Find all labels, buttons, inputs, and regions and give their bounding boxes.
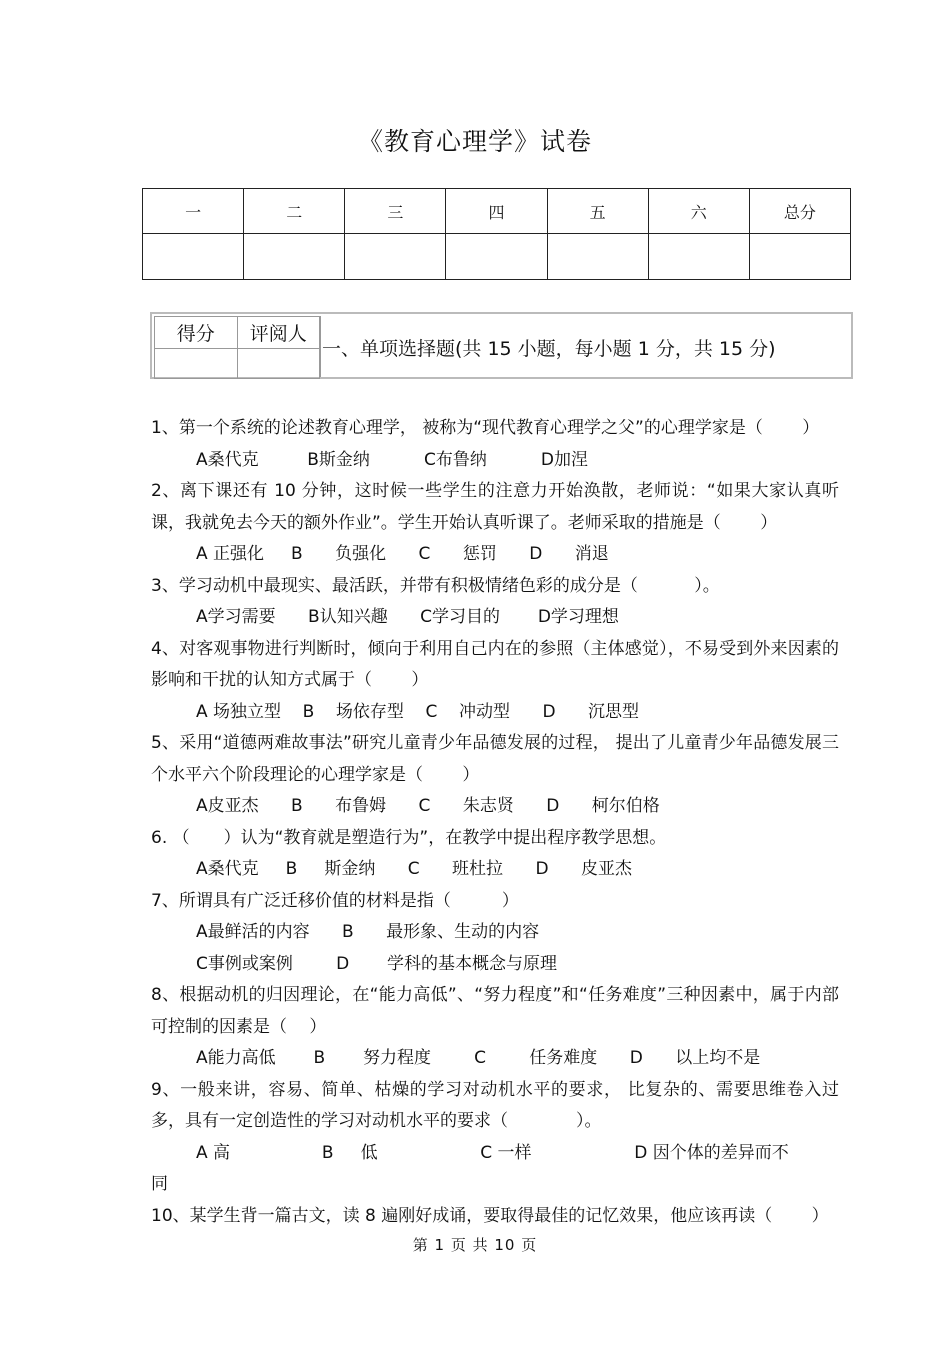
score-label: 得分 [155,317,238,349]
page-title: 《教育心理学》试卷 [357,127,592,156]
question-2-options: A 正强化 B 负强化 C 惩罚 D 消退 [196,544,609,564]
question-8-options: A能力高低 B 努力程度 C 任务难度 D 以上均不是 [196,1048,761,1068]
question-3: 3、学习动机中最现实、最活跃，并带有积极情绪色彩的成分是（ ）。 [151,575,720,596]
score-blank-cell [749,234,850,280]
question-6-options: A桑代克 B 斯金纳 C 班杜拉 D 皮亚杰 [196,859,632,879]
score-blank-cell [547,234,648,280]
question-4-options: A 场独立型 B 场依存型 C 冲动型 D 沉思型 [196,701,639,722]
score-header-cell: 五 [547,189,648,234]
page-footer: 第 1 页 共 10 页 [412,1236,538,1254]
score-blank-cell [244,234,345,280]
score-blank-cell [143,234,244,280]
score-header-cell: 二 [244,189,345,234]
question-1-options: A桑代克 B斯金纳 C布鲁纳 D加涅 [196,449,588,470]
score-blank-cell [446,234,547,280]
grader-table [154,316,320,379]
question-2: 2、离下课还有 10 分钟，这时候一些学生的注意力开始涣散，老师说：“如果大家认真听课，我就免去今天的额外作业”。学生开始认真听课了。老师采取的措施是（ ） [151,481,839,533]
question-7-options: A最鲜活的内容 B 最形象、生动的内容 [196,922,540,942]
question-7: 7、所谓具有广泛迁移价值的材料是指（ ） [151,890,519,911]
question-list [151,413,839,1232]
score-header-cell: 一 [143,189,244,234]
section-divider [320,316,321,377]
question-9-options: A 高 B 低 C 一样 D 因个体的差异而不 [196,1142,789,1163]
score-header-cell: 六 [648,189,749,234]
score-header-cell: 总分 [749,189,850,234]
question-4: 4、对客观事物进行判断时，倾向于利用自己内在的参照（主体感觉），不易受到外来因素的影响和干扰的认知方式属于（ ） [151,638,839,690]
grader-blank [237,349,320,379]
question-3-options: A学习需要 B认知兴趣 C学习目的 D学习理想 [196,607,619,627]
score-table [142,188,851,280]
score-header-cell: 四 [446,189,547,234]
question-10: 10、某学生背一篇古文，读 8 遍刚好成诵，要取得最佳的记忆效果，他应该再读（ ） [151,1205,829,1226]
question-1: 1、第一个系统的论述教育心理学， 被称为“现代教育心理学之父”的心理学家是（ ） [151,418,820,438]
score-blank-cell [345,234,446,280]
question-7-options: C事例或案例 D 学科的基本概念与原理 [196,953,558,974]
score-header-cell: 三 [345,189,446,234]
question-6: 6. （ ）认为“教育就是塑造行为”，在教学中提出程序教学思想。 [151,827,667,848]
grader-label: 评阅人 [237,317,320,349]
section-header-box [150,312,853,379]
question-5-options: A皮亚杰 B 布鲁姆 C 朱志贤 D 柯尔伯格 [196,796,660,816]
score-table-blank-row [143,234,851,280]
score-blank-cell [648,234,749,280]
score-blank [155,349,238,379]
question-9-tail: 同 [151,1174,168,1194]
score-table-header-row [143,189,851,234]
section-title: 一、单项选择题(共 15 小题，每小题 1 分，共 15 分) [322,338,776,360]
question-8: 8、根据动机的归因理论，在“能力高低”、“努力程度”和“任务难度”三种因素中，属于内部可控制的因素是（ ） [151,985,839,1037]
question-5: 5、采用“道德两难故事法”研究儿童青少年品德发展的过程， 提出了儿童青少年品德发展三个水平六个阶段理论的心理学家是（ ） [151,733,839,785]
question-9: 9、一般来讲，容易、简单、枯燥的学习对动机水平的要求， 比复杂的、需要思维卷入过多，具有一定创造性的学习对动机水平的要求（ ）。 [151,1079,839,1131]
grader-header-row [155,317,320,349]
grader-blank-row [155,349,320,379]
